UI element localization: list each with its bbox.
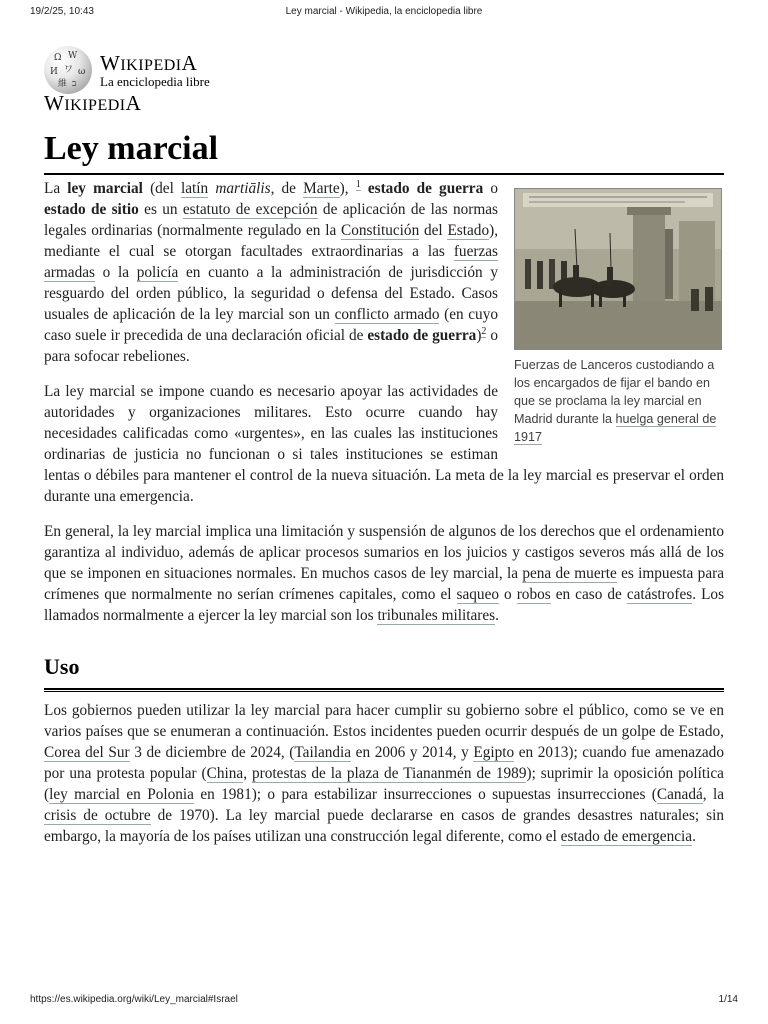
link-estado[interactable]: Estado: [447, 222, 490, 239]
print-url: https://es.wikipedia.org/wiki/Ley_marcial#Israel: [30, 994, 238, 1005]
photo-scene: [515, 189, 721, 349]
wikipedia-wordmark: WIKIPEDIA: [100, 51, 198, 75]
link-huelga-general-1917[interactable]: huelga general de 1917: [514, 412, 717, 444]
link-ley-marcial-polonia[interactable]: ley marcial en Polonia: [49, 786, 194, 803]
link-canada[interactable]: Canadá: [656, 786, 703, 803]
link-latin[interactable]: latín: [180, 180, 209, 197]
link-crisis-de-octubre[interactable]: crisis de octubre: [44, 807, 151, 824]
puzzle-globe-icon: Ω W И ワ ω 維 ב: [44, 46, 92, 94]
page-title: Ley marcial: [44, 130, 219, 167]
paragraph-derechos: En general, la ley marcial implica una limitación y suspensión de algunos de los derechos que el ordenamiento garantiza al individuo, además de aplicar procesos sumarios en los juicios y castigos severos más allá de los que se imponen en situaciones normales. En muchos casos de ley marcial, la pena de muerte es impuesta para crímenes que normalmente no serían crímenes capitales, como el saqueo o robos en caso de catástrofes. Los llamados normalmente a ejercer la ley marcial son los tribunales militares.: [44, 523, 725, 624]
link-robos[interactable]: robos: [516, 586, 551, 603]
reference-2[interactable]: 2: [481, 325, 487, 337]
print-footer: [0, 994, 768, 1010]
print-date: 19/2/25, 10:43: [30, 6, 94, 17]
link-saqueo[interactable]: saqueo: [456, 586, 500, 603]
paragraph-intro: La ley marcial (del latín martiālis, de Marte), $^1$ estado de guerra o estado de sitio es un estatuto de excepción de aplicación de las normas legales ordinarias (normalmente regulado en la Constitución del Estado), mediante el cual se otorgan facultades extraordinarias a las fuerzas armadas o la policía en cuanto a la administración de jurisdicción y resguardo del orden público, la seguridad o defensa del Estado. Casos usuales de aplicación de la ley marcial son un conflicto armado (en cuyo caso suele ir precedida de una declaración oficial de estado de guerra)$^2$ o para sofocar rebeliones.: [44, 178, 499, 365]
link-pena-de-muerte[interactable]: pena de muerte: [522, 565, 617, 582]
link-protestas-tiananmen[interactable]: protestas de la plaza de Tiananmén de 1989: [252, 765, 527, 782]
link-egipto[interactable]: Egipto: [473, 744, 515, 761]
reference-1[interactable]: 1: [355, 178, 361, 190]
thumbnail-caption: Fuerzas de Lanceros custodiando a los encargados de fijar el bando en que se proclama la ley marcial en Madrid durante la huelga general de 1917: [514, 358, 717, 444]
link-estatuto-de-excepcion[interactable]: estatuto de excepción: [182, 201, 318, 218]
print-page-title: Ley marcial - Wikipedia, la enciclopedia libre: [285, 6, 483, 17]
link-fuerzas-armadas[interactable]: fuerzas armadas: [44, 243, 498, 281]
wikipedia-tagline: La enciclopedia libre: [100, 74, 210, 89]
wikipedia-wordmark-text: WIKIPEDIA: [44, 91, 142, 115]
paragraph-imposicion: La ley marcial se impone cuando es necesario apoyar las actividades de autoridades y organizaciones militares. Esto ocurre cuando hay necesidades calificadas como «urgentes», en las cuales las instituciones ordinarias de justicia no funcionan o si tales instituciones se estiman lentas o débiles para mantener el control de la nueva situación. La meta de la ley marcial es preservar el orden durante una emergencia.: [44, 383, 724, 505]
paragraph-uso: Los gobiernos pueden utilizar la ley marcial para hacer cumplir su gobierno sobre el público, como se ve en varios países que se enumeran a continuación. Estos incidentes pueden ocurrir después de un golpe de Estado, Corea del Sur 3 de diciembre de 2024, (Tailandia en 2006 y 2014, y Egipto en 2013); cuando fue amenazado por una protesta popular (China, protestas de la plaza de Tiananmén de 1989); suprimir la oposición política (ley marcial en Polonia en 1981); o para estabilizar insurrecciones o supuestas insurrecciones (Canadá, la crisis de octubre de 1970). La ley marcial puede declararse en casos de grandes desastres naturales; sin embargo, la mayoría de los países utilizan una construcción legal diferente, como el estado de emergencia.: [44, 702, 725, 845]
section-heading-uso: Uso: [44, 654, 80, 679]
article-body: [44, 178, 724, 861]
link-catastrofes[interactable]: catástrofes: [626, 586, 693, 603]
wikipedia-logo[interactable]: [44, 46, 304, 116]
link-tribunales-militares[interactable]: tribunales militares: [377, 607, 496, 624]
thumbnail-figure: [514, 188, 724, 446]
section-divider-thin: [44, 691, 724, 692]
link-estado-de-emergencia[interactable]: estado de emergencia: [560, 828, 693, 845]
link-corea-del-sur[interactable]: Corea del Sur: [44, 744, 130, 761]
link-conflicto-armado[interactable]: conflicto armado: [334, 306, 440, 323]
link-tailandia[interactable]: Tailandia: [294, 744, 352, 761]
print-header: [0, 6, 768, 22]
section-divider: [44, 688, 724, 690]
print-page-count: 1/14: [718, 994, 738, 1005]
link-china[interactable]: China: [206, 765, 244, 782]
lanceros-photo[interactable]: [514, 188, 722, 350]
link-marte[interactable]: Marte: [303, 180, 340, 197]
link-constitucion[interactable]: Constitución: [341, 222, 420, 239]
title-divider: [44, 173, 724, 175]
link-policia[interactable]: policía: [136, 264, 179, 281]
